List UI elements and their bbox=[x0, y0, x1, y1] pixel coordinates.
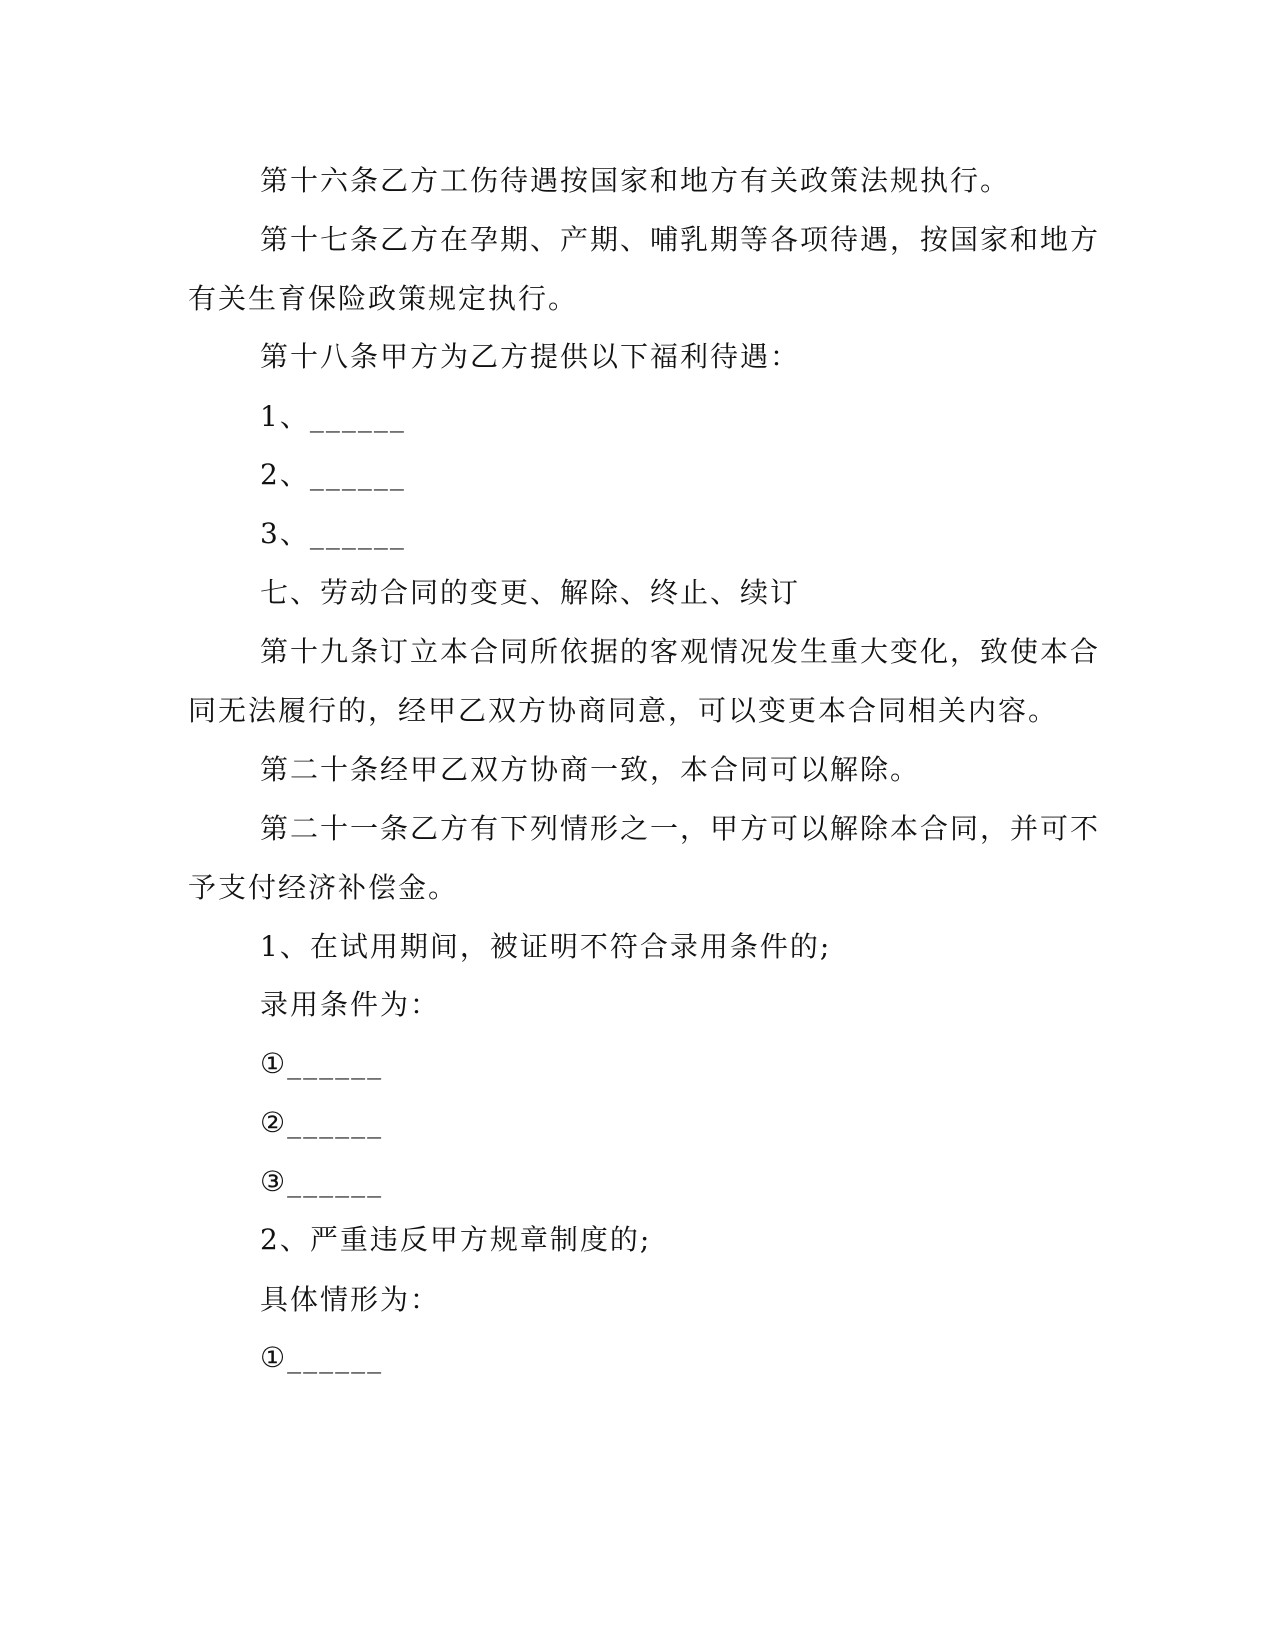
article-19-line-1: 第十九条订立本合同所依据的客观情况发生重大变化，致使本合 bbox=[260, 635, 1101, 668]
article-21-line-1: 第二十一条乙方有下列情形之一，甲方可以解除本合同，并可不 bbox=[260, 812, 1101, 845]
specific-circumstances-label: 具体情形为： bbox=[260, 1283, 441, 1316]
article-19-line-2: 同无法履行的，经甲乙双方协商同意，可以变更本合同相关内容。 bbox=[188, 694, 1059, 727]
section-heading-7: 七、劳动合同的变更、解除、终止、续订 bbox=[260, 576, 801, 609]
hiring-condition-item-2: ②______ bbox=[260, 1106, 384, 1139]
article-18: 第十八条甲方为乙方提供以下福利待遇： bbox=[260, 340, 801, 373]
benefit-item-2: 2、______ bbox=[260, 458, 406, 491]
benefit-item-3: 3、______ bbox=[260, 517, 406, 550]
article-16: 第十六条乙方工伤待遇按国家和地方有关政策法规执行。 bbox=[260, 164, 1011, 197]
article-20: 第二十条经甲乙双方协商一致，本合同可以解除。 bbox=[260, 753, 921, 786]
condition-1: 1、在试用期间，被证明不符合录用条件的; bbox=[260, 930, 832, 963]
hiring-condition-item-1: ①______ bbox=[260, 1047, 384, 1080]
article-21-line-2: 予支付经济补偿金。 bbox=[188, 871, 459, 904]
benefit-item-1: 1、______ bbox=[260, 400, 406, 433]
article-17-line-2: 有关生育保险政策规定执行。 bbox=[188, 282, 579, 315]
hiring-condition-item-3: ③______ bbox=[260, 1165, 384, 1198]
circumstance-item-1: ①______ bbox=[260, 1341, 384, 1374]
hiring-conditions-label: 录用条件为： bbox=[260, 988, 441, 1021]
article-17-line-1: 第十七条乙方在孕期、产期、哺乳期等各项待遇，按国家和地方 bbox=[260, 223, 1101, 256]
condition-2: 2、严重违反甲方规章制度的; bbox=[260, 1223, 652, 1256]
